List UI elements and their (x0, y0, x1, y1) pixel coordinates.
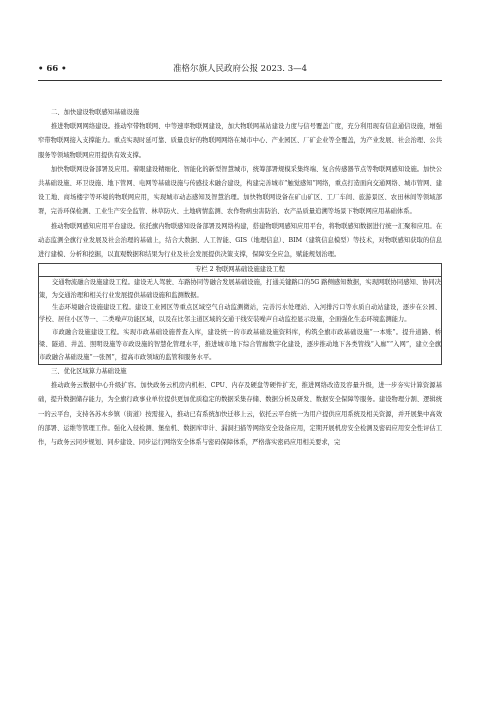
header-rule (38, 80, 442, 81)
section-heading-2: 二、加快建设物联感知基础设施 (51, 109, 140, 116)
page-number: • 66 • (38, 64, 67, 74)
feature-box (38, 263, 442, 365)
feature-box-title: 专栏 2 物联网基础设施建设工程 (39, 264, 441, 277)
publication-title: 准格尔旗人民政府公报 2023. 3—4 (172, 64, 308, 74)
page-header (38, 62, 442, 76)
paragraph: 推动政务云数据中心升级扩容。加快政务云机房内机柜、CPU、内存及硬盘等硬件扩充，推进网络改造及容量升级，进一步夯实计算资源基础，提升数据储存能力，为全旗行政事业单位提供更加优质稳定的数据采集存储、数据分析及研发、数据安全保障等服务。建设物理分割、逻辑统一的云平台，支持各苏木乡镇（街道）按需接入，推动已有系统加快迁移上云，依托云平台统一为用户提供应用系统及相关资源，并开展集中高效的部署、运维等管理工作。强化入侵检测、堡垒机、数据库审计、漏洞扫描等网络安全设备应用，定期开展机房安全检测及密码应用安全性评估工作，与政务云同步规划、同步建设、同步运行网络安全体系与密码保障体系，严格落实密码应用相关要求，完 (38, 382, 442, 447)
paragraph: 推动物联网感知应用平台建设。依托旗内物联感知设备部署及网络构建，搭建物联网感知应用平台，将物联感知数据进行统一汇聚和应用。在动态监测全旗行业发展及社会治理的基础上，结合大数据、人工智能、GIS（地理信息）、BIM（建筑信息模型）等技术，对物联感知获取的信息进行建模、分析和挖掘，以直观数据和结果为行业及社会发展提供决策支撑，保障安全应急，赋能规划治理。 (38, 222, 442, 259)
paragraph: 加快物联网设备部署及应用。着眼建设精细化、智能化的新型智慧城市，统筹部署规模采集终端、复合传感器节点等物联网感知设施。加快公共基础设施、环卫设施、地下管网、电网等基础设施与传感技术融合建设，构建完善城市“触觉感知”网络，重点打造面向交通网络、城市管网、建设工地、商场楼宇等环境的物联网应用，实现城市动态感知及智慧治理。加快物联网设备在矿山矿区、工厂车间、旅游景区、农田林间等领域部署，完善环保检测、工业生产安全监管、林草防火、土地病情监测、农作物病虫害防治、农产品质量追溯等场景下物联网应用基础体系。 (38, 165, 442, 216)
paragraph: 推进物联网网络建设。推动窄带物联网、中等速率物联网建设，加大物联网基站建设力度与信号覆盖广度，充分利用现有信息通信设施，增强窄带物联网接入支撑能力。重点实现时延可靠、质量良好的物联网网络在城市中心、产业园区、厂矿企业等全覆盖，为产业发展、社会治理、公共服务等领域物联网应用提供有效支撑。 (38, 123, 442, 159)
document-body (38, 106, 442, 450)
section-heading-3: 三、优化区域算力基础设施 (51, 368, 127, 376)
feature-box-item: 市政融合设施建设工程。实现市政基础设施普查入库，建设统一的市政基础设施资料库，构筑全旗市政基础设施“一本账”。提升道路、桥梁、隧道、井盖、照明设施等市政设施的智慧化管理水平，推进城市地下综合管廊数字化建设，逐步推动地下各类管线“入廊”“入网”，建立全旗市政融合基础设施“一张图”，提高市政领域的监管和服务水平。 (39, 328, 441, 361)
feature-box-item: 交通物流融合设施建设工程。建设无人驾驶、车路协同等融合发展基础设施，打通关键路口的5G 路侧感知数据，实现网联协同感知、协同决策，为交通治理和相关行业发展提供基础设施和监测数据。 (39, 279, 441, 299)
feature-box-item: 生态环境融合设施建设工程。建设工业园区等重点区域空气自动监测微站，完善污水处理站、入河排污口等水质自动站建设，逐步在公园、学校、居住小区等一、二类噪声功能区域，以及在比邻主道区域的交通干线安装噪声自动监控显示设施，全面强化生态环境监测能力。 (39, 304, 441, 324)
